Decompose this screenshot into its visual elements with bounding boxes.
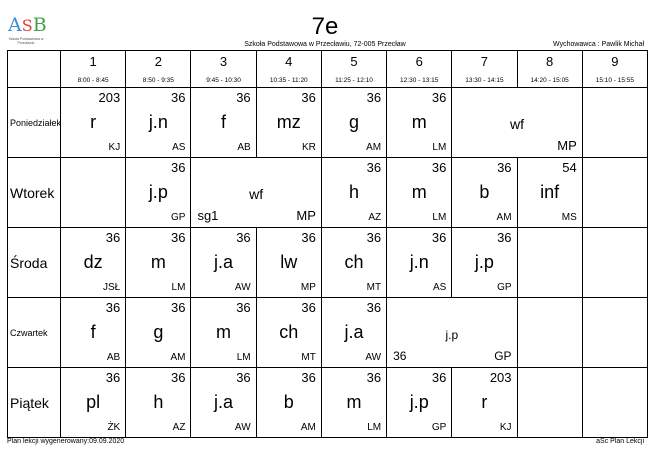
- empty-cell: [582, 228, 647, 298]
- lesson-room: 36: [366, 90, 382, 105]
- homeroom-teacher: Wychowawca : Pawlik Michał: [553, 41, 644, 48]
- lesson-teacher: AM: [170, 352, 186, 363]
- lesson-teacher: MP: [296, 208, 316, 223]
- lesson-cell: [387, 158, 452, 228]
- lesson-cell: [387, 368, 452, 438]
- lesson-subject: g: [348, 112, 359, 132]
- period-time: 8:00 - 8:45: [77, 77, 109, 84]
- lesson-subject: h: [348, 182, 359, 202]
- logo-caption: Szkoła Podstawowa w Przecławiu: [8, 37, 44, 45]
- lesson-teacher: LM: [236, 352, 251, 363]
- lesson-teacher: AS: [432, 282, 447, 293]
- lesson-subject: f: [90, 322, 96, 342]
- lesson-cell: [61, 228, 126, 298]
- lesson-room: 36: [497, 230, 512, 245]
- period-header: [256, 51, 321, 88]
- lesson-room: 36: [366, 300, 382, 315]
- lesson-room: 54: [562, 160, 577, 175]
- lesson-teacher: AM: [366, 142, 382, 153]
- lesson-teacher: LM: [432, 142, 447, 153]
- lesson-cell: [321, 158, 386, 228]
- lesson-subject: j.a: [214, 252, 234, 272]
- period-number: 7: [480, 54, 489, 69]
- lesson-teacher: MT: [366, 282, 382, 293]
- lesson-subject: b: [283, 392, 294, 412]
- lesson-subject: pl: [86, 392, 101, 412]
- lesson-room: 36: [301, 230, 316, 245]
- lesson-room: 36: [431, 90, 447, 105]
- lesson-subject: r: [481, 392, 488, 412]
- lesson-teacher: KJ: [499, 422, 512, 433]
- period-time: 14:20 - 15:05: [530, 77, 569, 84]
- lesson-teacher: AS: [172, 142, 186, 153]
- lesson-room: 36: [236, 90, 251, 105]
- lesson-subject: j.p: [409, 392, 429, 412]
- lesson-room: 36: [170, 230, 186, 245]
- lesson-teacher: GP: [431, 422, 447, 433]
- lesson-teacher: AW: [365, 352, 382, 363]
- lesson-subject: wf: [510, 116, 525, 132]
- lesson-room: 36: [301, 300, 316, 315]
- lesson-cell: [256, 368, 321, 438]
- period-header: [61, 51, 126, 88]
- day-row-wednesday: [8, 228, 648, 298]
- lesson-cell: [126, 298, 191, 368]
- lesson-teacher: ŻK: [107, 422, 121, 433]
- empty-cell: [61, 158, 126, 228]
- lesson-cell: [517, 158, 582, 228]
- period-number: 6: [415, 54, 423, 69]
- lesson-subject: mz: [276, 112, 301, 132]
- period-time: 9:45 - 10:30: [206, 77, 241, 84]
- lesson-cell: [321, 298, 386, 368]
- period-header: [191, 51, 256, 88]
- lesson-cell: [256, 228, 321, 298]
- lesson-cell: [452, 228, 517, 298]
- lesson-room: 36: [431, 230, 447, 245]
- lesson-teacher: GP: [170, 212, 186, 223]
- lesson-cell-double: [191, 158, 321, 228]
- day-label: Środa: [8, 228, 61, 298]
- lesson-cell: [452, 158, 517, 228]
- corner-cell: [8, 51, 61, 88]
- lesson-subject: dz: [83, 252, 103, 272]
- lesson-room: 36: [366, 160, 382, 175]
- lesson-subject: b: [479, 182, 490, 202]
- lesson-subject: j.p: [148, 182, 168, 202]
- lesson-cell: [191, 228, 256, 298]
- period-header: [452, 51, 517, 88]
- lesson-teacher: AZ: [172, 422, 186, 433]
- lesson-cell: [126, 368, 191, 438]
- lesson-cell: [61, 368, 126, 438]
- lesson-room: 36: [170, 160, 186, 175]
- lesson-cell: [452, 368, 517, 438]
- lesson-cell-double: [452, 88, 582, 158]
- period-time: 10:35 - 11:20: [269, 77, 308, 84]
- generated-date: Plan lekcji wygenerowany:09.09.2020: [7, 438, 125, 445]
- lesson-room: 36: [431, 160, 447, 175]
- lesson-subject: inf: [540, 182, 560, 202]
- lesson-subject: wf: [249, 186, 264, 202]
- lesson-room: 36: [301, 370, 316, 385]
- lesson-room: 36: [431, 370, 447, 385]
- lesson-teacher: JSŁ: [102, 282, 121, 293]
- lesson-room: 36: [105, 230, 121, 245]
- lesson-room: 36: [393, 349, 407, 363]
- period-header: [126, 51, 191, 88]
- period-number: 9: [611, 54, 619, 69]
- lesson-teacher: AB: [106, 352, 121, 363]
- period-time: 12:30 - 13:15: [400, 77, 439, 84]
- lesson-room: 36: [236, 230, 251, 245]
- lesson-subject: j.n: [148, 112, 168, 132]
- software-credit: aSc Plan Lekcji: [596, 438, 644, 445]
- period-number: 2: [154, 54, 162, 69]
- period-number: 3: [219, 54, 228, 69]
- day-row-friday: [8, 368, 648, 438]
- lesson-teacher: AW: [234, 282, 251, 293]
- period-time: 15:10 - 15:55: [595, 77, 635, 84]
- lesson-teacher: AB: [237, 142, 251, 153]
- day-row-thursday: [8, 298, 648, 368]
- period-number: 5: [350, 54, 358, 69]
- lesson-cell: [61, 88, 126, 158]
- lesson-cell: [191, 88, 256, 158]
- day-label: Czwartek: [8, 298, 61, 368]
- lesson-teacher: MT: [301, 352, 316, 363]
- lesson-subject: g: [153, 322, 164, 342]
- period-number: 1: [89, 54, 97, 69]
- logo-mark: ASB: [8, 14, 47, 36]
- lesson-cell: [126, 158, 191, 228]
- lesson-cell: [321, 228, 386, 298]
- empty-cell: [582, 88, 647, 158]
- lesson-cell: [191, 368, 256, 438]
- period-header: [321, 51, 386, 88]
- period-time: 8:50 - 9:35: [142, 77, 174, 84]
- lesson-subject: lw: [280, 252, 298, 272]
- lesson-room: 36: [170, 90, 186, 105]
- period-number: 4: [285, 54, 293, 69]
- day-label: Wtorek: [8, 158, 61, 228]
- lesson-teacher: MS: [561, 212, 577, 223]
- lesson-teacher: MP: [557, 138, 577, 153]
- period-number: 8: [546, 54, 554, 69]
- day-label: Piątek: [8, 368, 61, 438]
- lesson-teacher: LM: [432, 212, 447, 223]
- lesson-cell: [256, 298, 321, 368]
- lesson-teacher: GP: [497, 282, 512, 293]
- lesson-subject: m: [216, 322, 232, 342]
- school-name: Szkoła Podstawowa w Przecławiu, 72-005 Przecław: [244, 41, 406, 48]
- empty-cell: [517, 368, 582, 438]
- lesson-subject: j.a: [214, 392, 234, 412]
- lesson-teacher: AM: [300, 422, 316, 433]
- lesson-subject: h: [153, 392, 164, 412]
- lesson-subject: m: [411, 182, 427, 202]
- lesson-subject: m: [346, 392, 362, 412]
- empty-cell: [582, 368, 647, 438]
- empty-cell: [517, 298, 582, 368]
- day-row-tuesday: [8, 158, 648, 228]
- lesson-cell: [321, 88, 386, 158]
- lesson-cell: [126, 228, 191, 298]
- lesson-room: 36: [170, 300, 186, 315]
- lesson-room: 203: [98, 90, 121, 105]
- lesson-subject: m: [411, 112, 427, 132]
- period-header: [517, 51, 582, 88]
- lesson-teacher: KR: [301, 142, 316, 153]
- lesson-room: 36: [170, 370, 186, 385]
- lesson-teacher: AZ: [368, 212, 382, 223]
- lesson-teacher: AM: [496, 212, 512, 223]
- period-header: [387, 51, 452, 88]
- period-header: [582, 51, 647, 88]
- lesson-subject: f: [221, 112, 227, 132]
- lesson-subject: j.n: [409, 252, 429, 272]
- lesson-room: 36: [105, 300, 121, 315]
- lesson-room: 36: [366, 230, 382, 245]
- period-header-row: [8, 51, 648, 88]
- lesson-subject: ch: [279, 322, 299, 342]
- lesson-cell: [191, 298, 256, 368]
- lesson-cell: [126, 88, 191, 158]
- lesson-room: 36: [236, 300, 251, 315]
- lesson-room: 36: [301, 90, 316, 105]
- lesson-teacher: MP: [300, 282, 316, 293]
- empty-cell: [582, 298, 647, 368]
- lesson-room: 36: [236, 370, 251, 385]
- lesson-cell: [387, 88, 452, 158]
- day-row-monday: [8, 88, 648, 158]
- lesson-room: 36: [105, 370, 121, 385]
- empty-cell: [582, 158, 647, 228]
- lesson-cell: [387, 228, 452, 298]
- empty-cell: [517, 228, 582, 298]
- period-time: 11:25 - 12:10: [335, 77, 373, 84]
- class-title: 7e: [311, 13, 339, 40]
- lesson-room: 36: [366, 370, 382, 385]
- lesson-room: 36: [497, 160, 512, 175]
- timetable: [7, 50, 648, 438]
- lesson-subject: ch: [344, 252, 364, 272]
- lesson-subject: r: [90, 112, 97, 132]
- lesson-teacher: KJ: [108, 142, 121, 153]
- lesson-group: sg1: [197, 208, 219, 223]
- lesson-room: 203: [489, 370, 512, 385]
- lesson-cell: [256, 88, 321, 158]
- lesson-teacher: AW: [234, 422, 251, 433]
- period-time: 13:30 - 14:15: [465, 77, 504, 84]
- lesson-cell: [321, 368, 386, 438]
- lesson-subject: m: [150, 252, 166, 272]
- lesson-subject: j.p: [474, 252, 494, 272]
- lesson-teacher: LM: [171, 282, 186, 293]
- lesson-teacher: GP: [494, 349, 512, 363]
- lesson-subject: j.p: [445, 328, 459, 342]
- lesson-cell: [61, 298, 126, 368]
- lesson-teacher: LM: [367, 422, 382, 433]
- day-label: Poniedziałek: [8, 88, 61, 158]
- lesson-subject: j.a: [344, 322, 364, 342]
- lesson-cell-double: [387, 298, 517, 368]
